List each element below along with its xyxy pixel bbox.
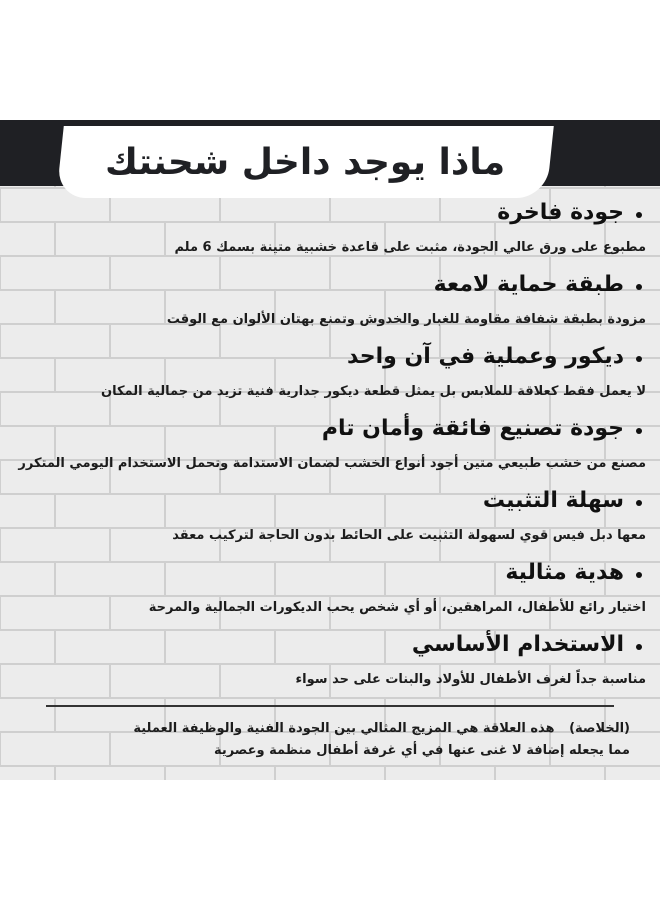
feature-item	[0, 344, 660, 408]
feature-description: لا يعمل فقط كعلاقة للملابس بل يمثل قطعة ديكور جدارية فنية تزيد من جمالية المكان	[100, 384, 646, 399]
feature-item	[0, 272, 660, 336]
summary	[30, 718, 630, 762]
feature-item	[0, 560, 660, 624]
title-plate	[56, 126, 554, 198]
bullet-icon	[636, 500, 642, 506]
feature-heading: جودة فاخرة	[497, 200, 624, 225]
divider	[46, 705, 614, 707]
bullet-icon	[636, 644, 642, 650]
feature-heading: سهلة التثبيت	[482, 488, 624, 513]
bullet-icon	[636, 572, 642, 578]
feature-item	[0, 488, 660, 552]
feature-heading: جودة تصنيع فائقة وأمان تام	[321, 416, 624, 441]
feature-item	[0, 416, 660, 480]
bullet-icon	[636, 212, 642, 218]
feature-item	[0, 632, 660, 696]
feature-item	[0, 200, 660, 264]
summary-line-1: هذه العلاقة هي المزيج المثالي بين الجودة الفنية والوظيفة العملية	[133, 721, 555, 736]
feature-description: معها دبل فيس قوي لسهولة التثبيت على الحائط بدون الحاجة لتركيب معقد	[172, 528, 646, 543]
feature-description: مزودة بطبقة شفافة مقاومة للغبار والخدوش وتمنع بهتان الألوان مع الوقت	[166, 312, 646, 327]
bullet-icon	[636, 356, 642, 362]
feature-heading: ديكور وعملية في آن واحد	[347, 344, 624, 369]
page-title: ماذا يوجد داخل شحنتك	[104, 141, 506, 183]
bullet-icon	[636, 284, 642, 290]
bullet-icon	[636, 428, 642, 434]
feature-description: مناسبة جداً لغرف الأطفال للأولاد والبنات على حد سواء	[295, 672, 646, 687]
feature-heading: الاستخدام الأساسي	[411, 632, 624, 657]
summary-line-2: مما يجعله إضافة لا غنى عنها في أي غرفة أطفال منظمة وعصرية	[213, 743, 630, 758]
feature-description: مطبوع على ورق عالي الجودة، مثبت على قاعدة خشبية متينة بسمك 6 ملم	[174, 240, 646, 255]
summary-label: (الخلاصة)	[569, 721, 630, 736]
product-info-card	[0, 120, 660, 780]
feature-description: اختيار رائع للأطفال، المراهقين، أو أي شخص يحب الديكورات الجمالية والمرحة	[148, 600, 646, 615]
feature-heading: هدية مثالية	[505, 560, 624, 585]
feature-heading: طبقة حماية لامعة	[433, 272, 624, 297]
feature-description: مصنع من خشب طبيعي متين أجود أنواع الخشب لضمان الاستدامة وتحمل الاستخدام اليومي المتكرر	[18, 456, 646, 471]
